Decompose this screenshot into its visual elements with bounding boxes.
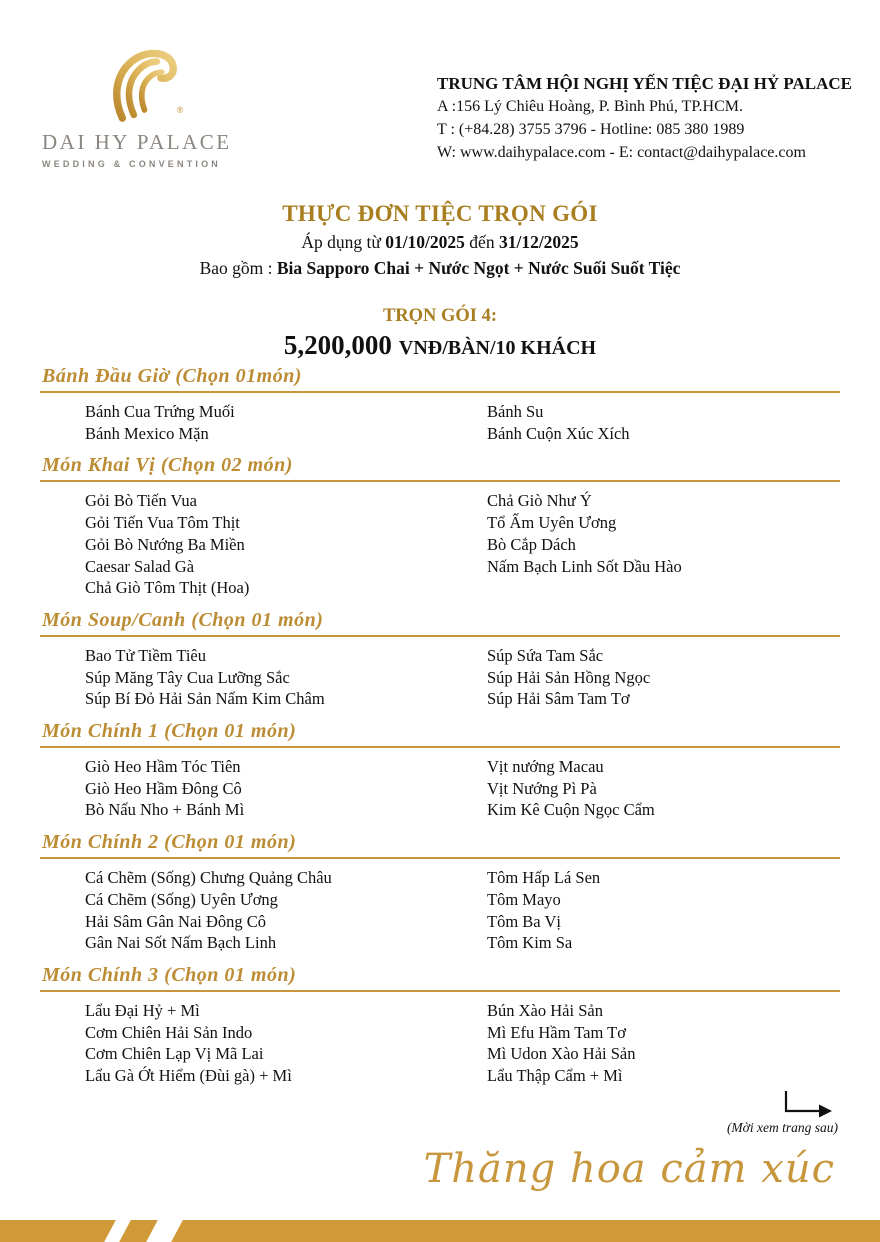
menu-item: Tôm Mayo	[487, 889, 561, 909]
menu-item: Gỏi Tiến Vua Tôm Thịt	[85, 513, 240, 533]
bar-slash-decoration	[104, 1220, 131, 1242]
menu-item: Kim Kê Cuộn Ngọc Cẩm	[487, 800, 655, 820]
package-price-line	[0, 330, 880, 361]
section-columns	[40, 482, 840, 609]
section-left-column	[40, 645, 487, 710]
section-left-column	[40, 756, 487, 821]
period-end-date: 31/12/2025	[498, 232, 579, 252]
menu-item: Hải Sâm Gân Nai Đông Cô	[85, 911, 267, 931]
bar-slash-decoration	[146, 1220, 183, 1242]
menu-item: Mì Efu Hầm Tam Tơ	[487, 1022, 626, 1042]
venue-name: TRUNG TÂM HỘI NGHỊ YẾN TIỆC ĐẠI HỶ PALACE	[437, 74, 852, 93]
venue-phone: T : (+84.28) 3755 3796 - Hotline: 085 380 1989	[437, 121, 745, 138]
section-mon-soup-canh	[40, 609, 840, 720]
package-name: TRỌN GÓI 4:	[382, 306, 498, 326]
menu-item: Giò Heo Hầm Tóc Tiên	[85, 757, 241, 777]
section-left-column	[40, 490, 487, 599]
menu-item: Tôm Ba Vị	[487, 911, 561, 931]
section-title: Món Chính 1 (Chọn 01 món)	[40, 720, 840, 748]
section-left-column	[40, 867, 487, 954]
page-title: THỰC ĐƠN TIỆC TRỌN GÓI	[282, 201, 598, 226]
section-right-column	[487, 867, 600, 954]
brand-name: DAI HY PALACE	[42, 130, 232, 154]
section-columns	[40, 992, 840, 1097]
section-mon-khai-vi	[40, 454, 840, 609]
menu-item: Bánh Cua Trứng Muối	[85, 402, 235, 421]
section-title: Món Khai Vị (Chọn 02 món)	[40, 454, 840, 482]
menu-item: Bánh Mexico Mặn	[85, 423, 209, 443]
menu-item: Lẩu Đại Hỷ + Mì	[85, 1000, 200, 1020]
menu-item: Súp Măng Tây Cua Lưỡng Sắc	[85, 667, 290, 687]
section-mon-chinh-2	[40, 831, 840, 964]
venue-address: A :156 Lý Chiêu Hoàng, P. Bình Phú, TP.HCM.	[437, 98, 743, 115]
menu-item: Mì Udon Xào Hải Sản	[487, 1044, 636, 1064]
section-left-column	[40, 401, 487, 444]
menu-item: Súp Sứa Tam Sắc	[487, 645, 604, 665]
menu-item: Bao Tử Tiềm Tiêu	[85, 645, 206, 665]
section-columns	[40, 859, 840, 964]
menu-item: Lẩu Thập Cẩm + Mì	[487, 1066, 623, 1086]
menu-item: Giò Heo Hầm Đông Cô	[85, 778, 242, 798]
section-title: Món Chính 3 (Chọn 01 món)	[40, 964, 840, 992]
package-block	[0, 306, 880, 361]
next-page-note: (Mời xem trang sau)	[726, 1120, 838, 1135]
section-right-column	[487, 645, 650, 710]
period-prefix: Áp dụng từ	[301, 232, 386, 252]
menu-item: Nấm Bạch Linh Sốt Dầu Hào	[487, 556, 682, 576]
section-left-column	[40, 1000, 487, 1087]
section-columns	[40, 393, 840, 454]
section-title: Bánh Đầu Giờ (Chọn 01món)	[40, 365, 840, 393]
package-price: 5,200,000	[283, 330, 392, 360]
period-mid: đến	[464, 232, 499, 252]
menu-item: Cá Chẽm (Sống) Chưng Quảng Châu	[85, 868, 332, 888]
menu-item: Súp Bí Đỏ Hải Sản Nấm Kim Châm	[85, 689, 325, 709]
brand-slogan: Thăng hoa cảm xúc	[423, 1146, 835, 1192]
menu-item: Bò Cắp Dách	[487, 534, 576, 554]
menu-item: Cá Chẽm (Sống) Uyên Ương	[85, 889, 278, 909]
menu-item: Cơm Chiên Lạp Vị Mã Lai	[85, 1044, 264, 1064]
menu-item: Bánh Cuộn Xúc Xích	[487, 423, 630, 443]
menu-item: Chả Giò Tôm Thịt (Hoa)	[85, 578, 250, 598]
brand-logo	[42, 46, 232, 169]
menu-item: Bò Nấu Nho + Bánh Mì	[85, 800, 245, 820]
section-right-column	[487, 490, 682, 599]
menu-item: Tôm Kim Sa	[487, 933, 573, 953]
bottom-decorative-bar	[0, 1220, 880, 1242]
menu-item: Chả Giò Như Ý	[487, 491, 592, 511]
section-banh-dau-gio	[40, 365, 840, 454]
period-start-date: 01/10/2025	[385, 232, 465, 252]
package-price-unit: VNĐ/BÀN/10 KHÁCH	[398, 337, 597, 359]
menu-item: Gỏi Bò Tiến Vua	[85, 491, 197, 511]
registered-mark: ®	[176, 105, 184, 116]
menu-item: Gỏi Bò Nướng Ba Miền	[85, 534, 245, 554]
section-columns	[40, 748, 840, 831]
menu-item: Caesar Salad Gà	[85, 556, 195, 576]
menu-item: Tôm Hấp Lá Sen	[487, 868, 601, 888]
section-mon-chinh-1	[40, 720, 840, 831]
includes-prefix: Bao gồm :	[199, 258, 277, 278]
menu-item: Bún Xào Hải Sản	[487, 1000, 603, 1020]
brand-tagline: WEDDING & CONVENTION	[42, 159, 222, 169]
menu-item: Tổ Ấm Uyên Ương	[487, 513, 617, 533]
menu-item: Gân Nai Sốt Nấm Bạch Linh	[85, 933, 277, 953]
section-right-column	[487, 1000, 635, 1087]
section-title: Món Chính 2 (Chọn 01 món)	[40, 831, 840, 859]
section-right-column	[487, 756, 655, 821]
menu-sections	[40, 365, 840, 1097]
logo-swirl-icon	[104, 46, 190, 128]
intro-block	[0, 201, 880, 279]
section-title: Món Soup/Canh (Chọn 01 món)	[40, 609, 840, 637]
section-right-column	[487, 401, 630, 444]
menu-item: Vịt Nướng Pì Pà	[487, 778, 597, 798]
section-mon-chinh-3	[40, 964, 840, 1097]
menu-item: Súp Hải Sản Hồng Ngọc	[487, 667, 651, 687]
venue-web-email: W: www.daihypalace.com - E: contact@daihypalace.com	[437, 144, 806, 161]
menu-item: Súp Hải Sâm Tam Tơ	[487, 689, 630, 709]
validity-period	[0, 232, 880, 253]
menu-item: Lẩu Gà Ớt Hiểm (Đùi gà) + Mì	[85, 1066, 292, 1086]
includes-items: Bia Sapporo Chai + Nước Ngọt + Nước Suối Suốt Tiệc	[276, 258, 681, 278]
contact-block	[437, 72, 852, 164]
menu-item: Vịt nướng Macau	[487, 757, 604, 777]
section-columns	[40, 637, 840, 720]
includes-line	[0, 258, 880, 279]
menu-item: Cơm Chiên Hải Sản Indo	[85, 1022, 253, 1042]
menu-item: Bánh Su	[487, 402, 544, 421]
